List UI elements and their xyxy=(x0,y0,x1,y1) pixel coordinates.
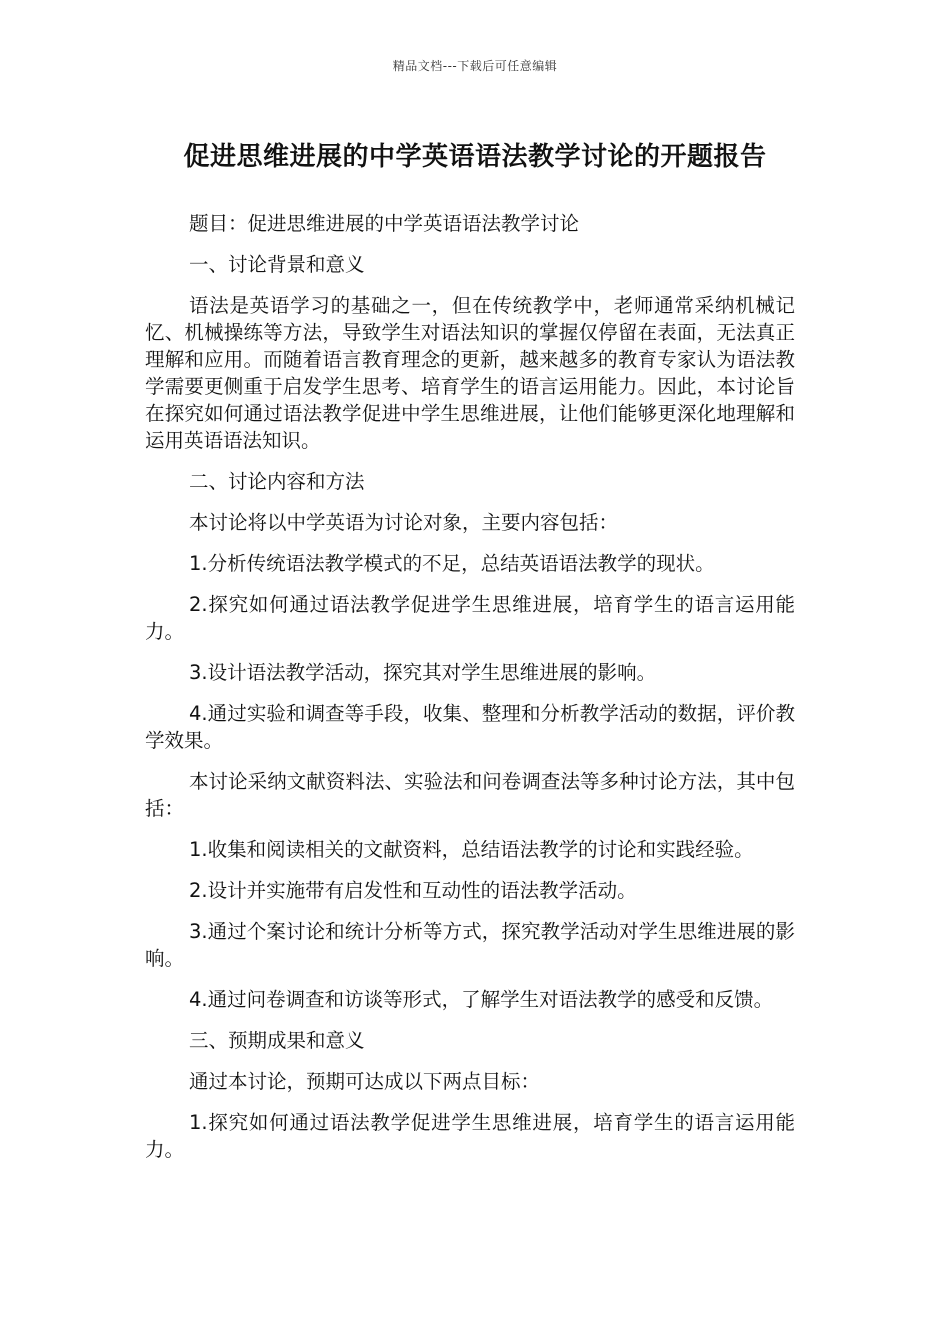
document-title: 促进思维进展的中学英语语法教学讨论的开题报告 xyxy=(183,142,767,172)
document-body xyxy=(145,210,795,1177)
list-item: 1.探究如何通过语法教学促进学生思维进展，培育学生的语言运用能力。 xyxy=(145,1111,795,1161)
section-heading-outcomes: 三、预期成果和意义 xyxy=(189,1029,365,1052)
paragraph-subject: 题目：促进思维进展的中学英语语法教学讨论 xyxy=(189,212,580,235)
list-item: 4.通过问卷调查和访谈等形式，了解学生对语法教学的感受和反馈。 xyxy=(189,988,774,1011)
list-item: 2.探究如何通过语法教学促进学生思维进展，培育学生的语言运用能力。 xyxy=(145,593,795,643)
list-item: 1.分析传统语法教学模式的不足，总结英语语法教学的现状。 xyxy=(189,552,715,575)
header-note: 精品文档---下载后可任意编辑 xyxy=(392,59,558,73)
section-heading-background: 一、讨论背景和意义 xyxy=(189,253,365,276)
list-item: 1.收集和阅读相关的文献资料，总结语法教学的讨论和实践经验。 xyxy=(189,838,754,861)
section-heading-content: 二、讨论内容和方法 xyxy=(189,470,365,493)
list-item: 4.通过实验和调查等手段，收集、整理和分析教学活动的数据，评价教学效果。 xyxy=(145,702,795,752)
paragraph-content-intro: 本讨论将以中学英语为讨论对象，主要内容包括： xyxy=(189,511,619,534)
paragraph-background: 语法是英语学习的基础之一，但在传统教学中，老师通常采纳机械记忆、机械操练等方法，导致学生对语法知识的掌握仅停留在表面，无法真正理解和应用。而随着语言教育理念的更新，越来越多的教育专家认为语法教学需要更侧重于启发学生思考、培育学生的语言运用能力。因此，本讨论旨在探究如何通过语法教学促进中学生思维进展，让他们能够更深化地理解和运用英语语法知识。 xyxy=(145,294,795,452)
paragraph-methods-intro: 本讨论采纳文献资料法、实验法和问卷调查法等多种讨论方法，其中包括： xyxy=(145,770,795,820)
list-item: 2.设计并实施带有启发性和互动性的语法教学活动。 xyxy=(189,879,637,902)
list-item: 3.设计语法教学活动，探究其对学生思维进展的影响。 xyxy=(189,661,657,684)
paragraph-outcomes-intro: 通过本讨论，预期可达成以下两点目标： xyxy=(189,1070,541,1093)
list-item: 3.通过个案讨论和统计分析等方式，探究教学活动对学生思维进展的影响。 xyxy=(145,920,795,970)
